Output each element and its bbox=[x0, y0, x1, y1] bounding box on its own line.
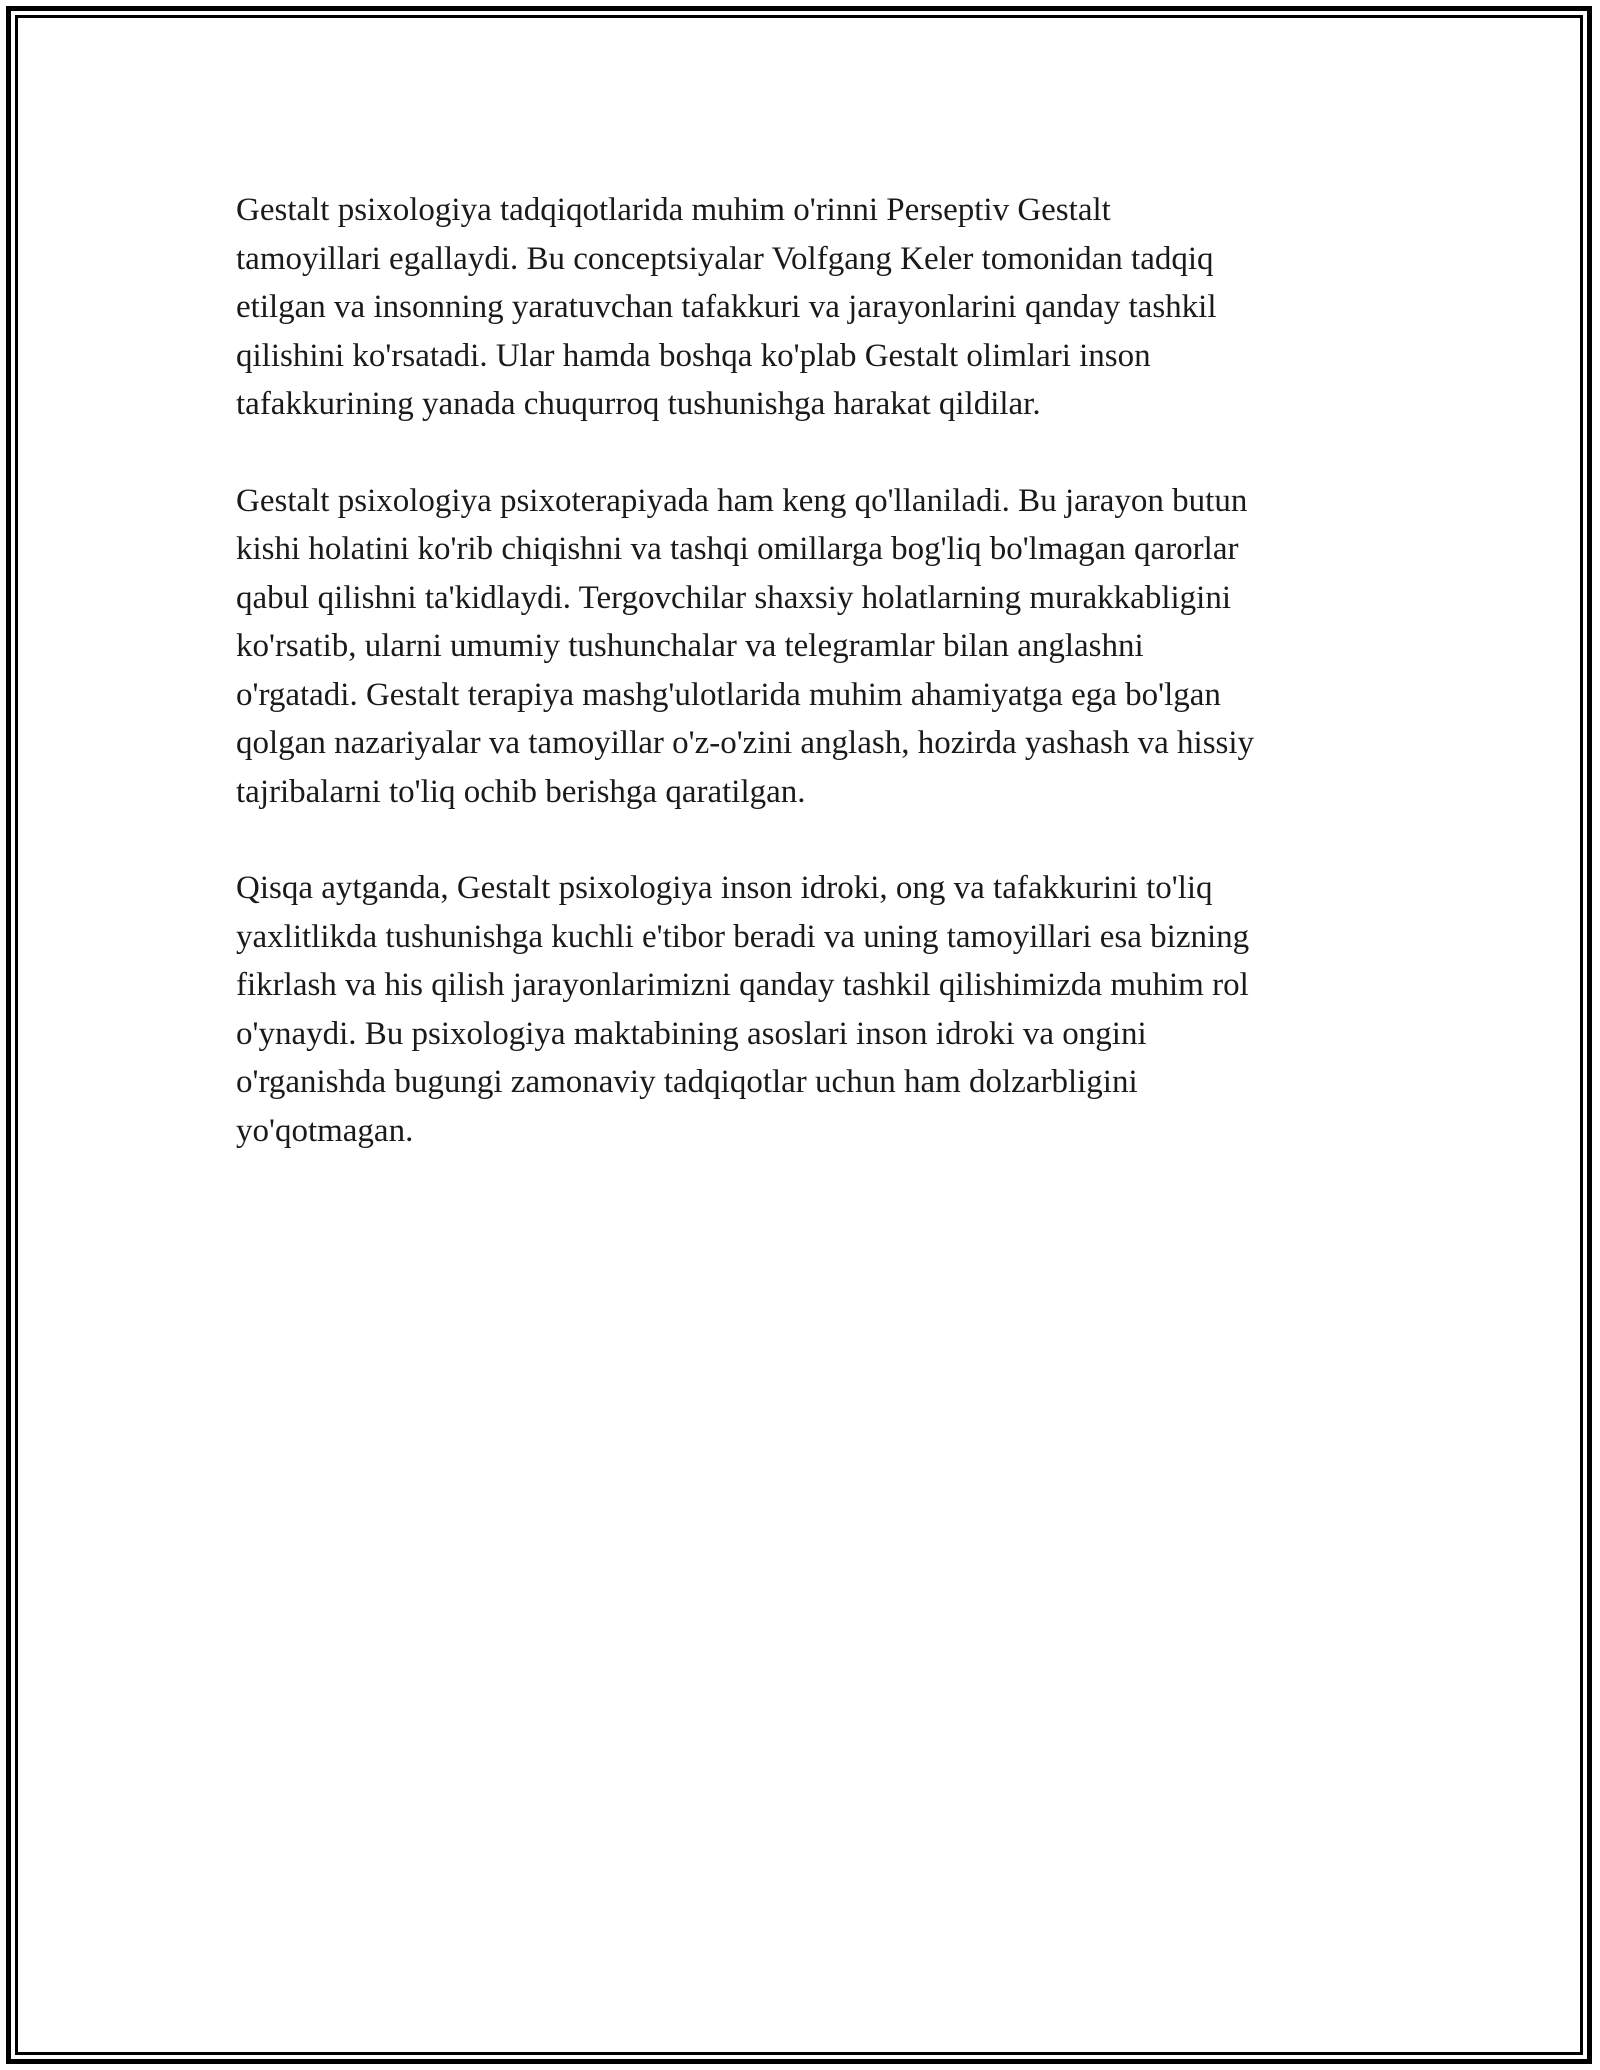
text-line: tamoyillari egallaydi. Bu conceptsiyalar Volfgang Keler tomonidan tadqiq bbox=[236, 240, 1214, 277]
text-line: o'rganishda bugungi zamonaviy tadqiqotlar uchun ham dolzarbligini bbox=[236, 1064, 1138, 1100]
text-line: o'ynaydi. Bu psixologiya maktabining asoslari inson idroki va ongini bbox=[236, 1015, 1147, 1052]
text-line: Gestalt psixologiya psixoterapiyada ham keng qo'llaniladi. Bu jarayon butun bbox=[236, 482, 1248, 519]
text-line: qilishini ko'rsatadi. Ular hamda boshqa ko'plab Gestalt olimlari inson bbox=[236, 337, 1151, 374]
paragraph-3 bbox=[236, 864, 1376, 1155]
text-line: tajribalarni to'liq ochib berishga qaratilgan. bbox=[236, 773, 806, 810]
text-line: Qisqa aytganda, Gestalt psixologiya inson idroki, ong va tafakkurini to'liq bbox=[236, 870, 1213, 906]
paragraph-2 bbox=[236, 477, 1376, 817]
text-line: fikrlash va his qilish jarayonlarimizni qanday tashkil qilishimizda muhim rol bbox=[236, 967, 1249, 1003]
text-line: ko'rsatib, ularni umumiy tushunchalar va telegramlar bilan anglashni bbox=[236, 628, 1144, 664]
text-line: qolgan nazariyalar va tamoyillar o'z-o'zini anglash, hozirda yashash va hissiy bbox=[236, 725, 1255, 761]
text-line: tafakkurining yanada chuqurroq tushunishga harakat qildilar. bbox=[236, 386, 1041, 422]
document-body bbox=[236, 186, 1376, 1203]
text-line: kishi holatini ko'rib chiqishni va tashqi omillarga bog'liq bo'lmagan qarorlar bbox=[236, 531, 1239, 567]
paragraph-1 bbox=[236, 186, 1376, 429]
text-line: Gestalt psixologiya tadqiqotlarida muhim o'rinni Perseptiv Gestalt bbox=[236, 192, 1111, 228]
text-line: qabul qilishni ta'kidlaydi. Tergovchilar shaxsiy holatlarning murakkabligini bbox=[236, 579, 1231, 616]
text-line: yo'qotmagan. bbox=[236, 1112, 414, 1149]
text-line: o'rgatadi. Gestalt terapiya mashg'ulotlarida muhim ahamiyatga ega bo'lgan bbox=[236, 676, 1221, 713]
text-line: yaxlitlikda tushunishga kuchli e'tibor beradi va uning tamoyillari esa bizning bbox=[236, 918, 1250, 955]
text-line: etilgan va insonning yaratuvchan tafakkuri va jarayonlarini qanday tashkil bbox=[236, 289, 1217, 325]
